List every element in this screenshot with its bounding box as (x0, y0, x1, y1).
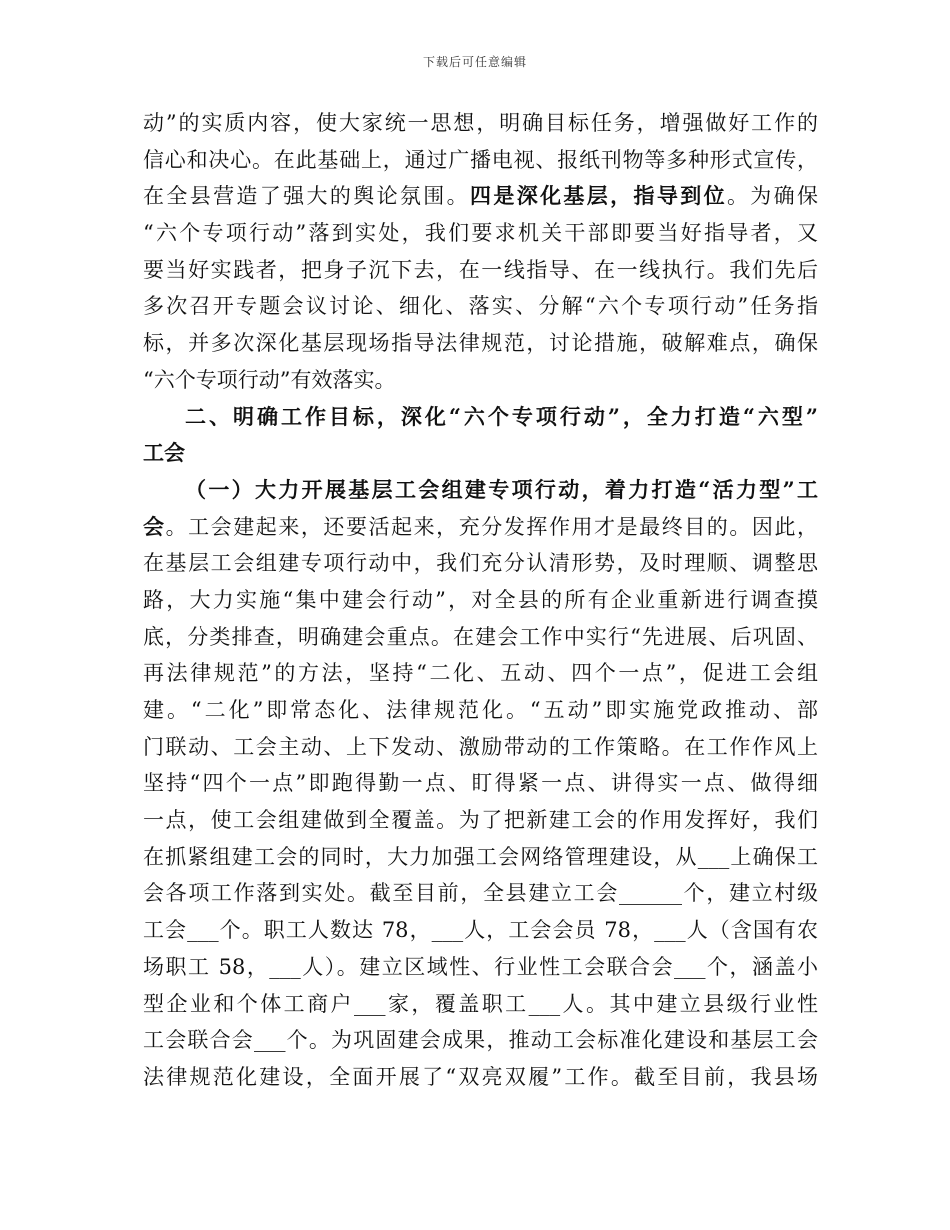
text-line: 再法律规范”的方法，坚持“二化、五动、四个一点”，促进工会组 (143, 661, 818, 686)
text-line (143, 509, 818, 546)
page-header: 下载后可任意编辑 (422, 55, 527, 69)
text-line: “六个专项行动”落到实处，我们要求机关干部即要当好指导者，又 (143, 221, 818, 246)
text-run: 在全县营造了强大的舆论氛围。 (143, 184, 470, 209)
text-line: 工会___个。职工人数达 78，___人，工会会员 78，___人（含国有农 (143, 918, 818, 943)
heading-line: 工会 (143, 440, 185, 466)
text-line: 工会联合会___个。为巩固建会成果，推动工会标准化建设和基层工会 (143, 1028, 818, 1053)
text-line: 多次召开专题会议讨论、细化、落实、分解“六个专项行动”任务指 (143, 294, 818, 319)
text-line: 建。“二化”即常态化、法律规范化。“五动”即实施党政推动、部 (143, 698, 818, 722)
paragraph-2 (143, 472, 818, 1096)
subheading-line: （一）大力开展基层工会组建专项行动，着力打造“活力型”工 (185, 476, 818, 502)
text-line: 在基层工会组建专项行动中，我们充分认清形势，及时理顺、调整思 (143, 551, 818, 576)
text-line: 标，并多次深化基层现场指导法律规范，讨论措施，破解难点，确保 (143, 331, 818, 356)
text-line: 信心和决心。在此基础上，通过广播电视、报纸刊物等多种形式宣传， (143, 147, 818, 172)
document-body (143, 105, 818, 1096)
text-line: 会各项工作落到实处。截至目前，全县建立工会______个，建立村级 (143, 881, 818, 906)
bold-run: 会 (143, 513, 166, 539)
heading-line: 二、明确工作目标，深化“六个专项行动”，全力打造“六型” (185, 403, 818, 429)
paragraph-1 (143, 105, 818, 399)
section-heading (143, 399, 818, 472)
text-line: 门联动、工会主动、上下发动、激励带动的工作策略。在工作作风上 (143, 734, 818, 759)
text-line: 动”的实质内容，使大家统一思想，明确目标任务，增强做好工作的 (143, 111, 818, 135)
bold-run: 四是深化基层，指导到位 (470, 183, 727, 209)
text-run: 。为确保 (726, 184, 819, 209)
text-line: 路，大力实施“集中建会行动”，对全县的所有企业重新进行调查摸 (143, 587, 818, 612)
text-line: 场职工 58，___人）。建立区域性、行业性工会联合会___个，涵盖小 (143, 954, 818, 979)
text-run: 。工会建起来，还要活起来，充分发挥作用才是最终目的。因此， (165, 514, 819, 539)
text-line: 法律规范化建设，全面开展了“双亮双履”工作。截至目前，我县场 (143, 1064, 818, 1089)
text-line: 要当好实践者，把身子沉下去，在一线指导、在一线执行。我们先后 (143, 257, 818, 282)
text-line: 在抓紧组建工会的同时，大力加强工会网络管理建设，从___上确保工 (143, 844, 818, 869)
text-line (143, 178, 818, 215)
text-line: 型企业和个体工商户___家，覆盖职工___人。其中建立县级行业性 (143, 991, 818, 1016)
text-line: 一点，使工会组建做到全覆盖。为了把新建工会的作用发挥好，我们 (143, 808, 818, 833)
text-line: 底，分类排查，明确建会重点。在建会工作中实行“先进展、后巩固、 (143, 624, 818, 649)
text-line: 坚持“四个一点”即跑得勤一点、盯得紧一点、讲得实一点、做得细 (143, 771, 818, 796)
text-line: “六个专项行动”有效落实。 (143, 367, 396, 392)
